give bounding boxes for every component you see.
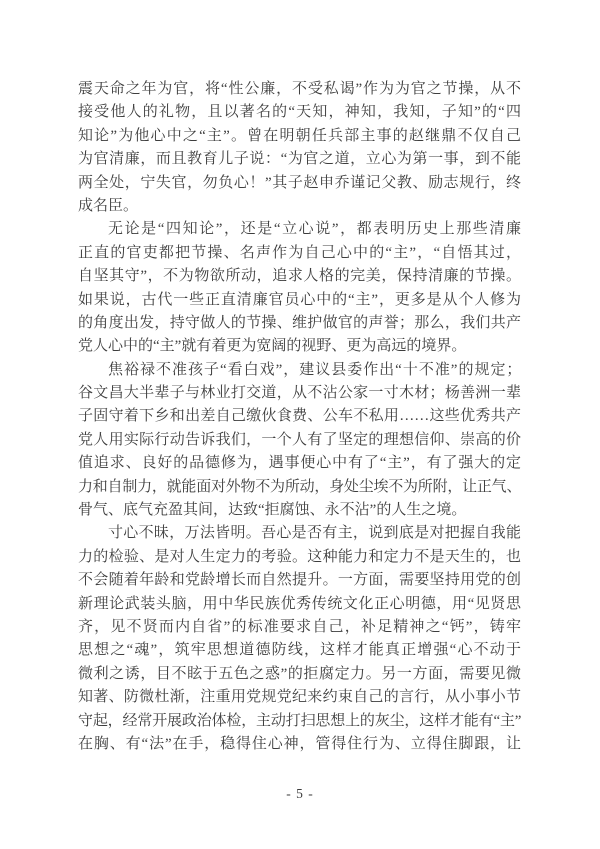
text-line: 在胸、有“法”在手，稳得住心神，管得住行为、立得住脚跟，让 [78,735,521,752]
paragraph-1 [78,78,521,218]
text-line: 焦裕禄不准孩子“看白戏”，建议县委作出“十不准”的规定； [108,361,521,378]
paragraph-2 [78,218,521,358]
text-line: 如果说，古代一些正直清廉官员心中的“主”，更多是从个人修为 [78,291,521,308]
text-line: 骨气、底气充盈其间，达致“拒腐蚀、永不沾”的人生之境。 [78,502,467,519]
text-line: 不会随着年龄和党龄增长而自然提升。一方面，需要坚持用党的创 [78,572,521,589]
text-line: 力和自制力，就能面对外物不为所动，身处尘埃不为所附，让正气、 [78,478,521,495]
text-line: 知著、防微杜渐，注重用党规党纪来约束自己的言行，从小事小节 [78,689,521,706]
text-line: 值追求、良好的品德修为，遇事便心中有了“主”，有了强大的定 [78,455,521,472]
text-line: 党人心中的“主”就有着更为宽阔的视野、更为高远的境界。 [78,338,467,355]
text-line: 齐，见不贤而内自省”的标准要求自己，补足精神之“钙”，铸牢 [78,618,521,635]
page-number: - 5 - [286,786,314,801]
text-line: 无论是“四知论”，还是“立心说”，都表明历史上那些清廉 [108,221,521,238]
text-line: 的角度出发，持守做人的节操、维护做官的声誉；那么，我们共产 [78,314,521,331]
text-line: 寸心不昧，万法皆明。吾心是否有主，说到底是对把握自我能 [108,525,521,542]
text-line: 守起，经常开展政治体检，主动打扫思想上的灰尘，这样才能有“主” [78,712,521,729]
text-line: 子固守着下乡和出差自己缴伙食费、公车不私用……这些优秀共产 [78,408,521,425]
text-line: 谷文昌大半辈子与林业打交道，从不沾公家一寸木材；杨善洲一辈 [78,385,521,402]
text-line: 思想之“魂”，筑牢思想道德防线，这样才能真正增强“心不动于 [78,642,521,659]
text-line: 正直的官吏都把节操、名声作为自己心中的“主”，“自悟其过， [78,244,521,261]
text-line: 微利之诱，目不眩于五色之惑”的拒腐定力。另一方面，需要见微 [78,665,521,682]
text-line: 新理论武装头脑，用中华民族优秀传统文化正心明德，用“见贤思 [78,595,521,612]
text-line: 自坚其守”，不为物欲所动，追求人格的完美，保持清廉的节操。 [78,268,521,285]
paragraph-3 [78,359,521,523]
text-line: 成名臣。 [78,197,139,214]
text-line: 党人用实际行动告诉我们，一个人有了坚定的理想信仰、崇高的价 [78,431,521,448]
text-line: 两全处，宁失官，勿负心！”其子赵申乔谨记父教、励志规行，终 [78,174,521,191]
text-line: 接受他人的礼物，且以著名的“天知，神知，我知，子知”的“四 [78,104,521,121]
text-line: 知论”为他心中之“主”。曾在明朝任兵部主事的赵继鼎不仅自己 [78,127,521,144]
text-line: 震天命之年为官，将“性公廉，不受私谒”作为为官之节操，从不 [78,81,521,97]
paragraph-4 [78,522,521,756]
text-line: 力的检验、是对人生定力的考验。这种能力和定力不是天生的，也 [78,548,521,565]
text-line: 为官清廉，而且教育儿子说：“为官之道，立心为第一事，到不能 [78,151,521,168]
body-text [78,78,521,756]
